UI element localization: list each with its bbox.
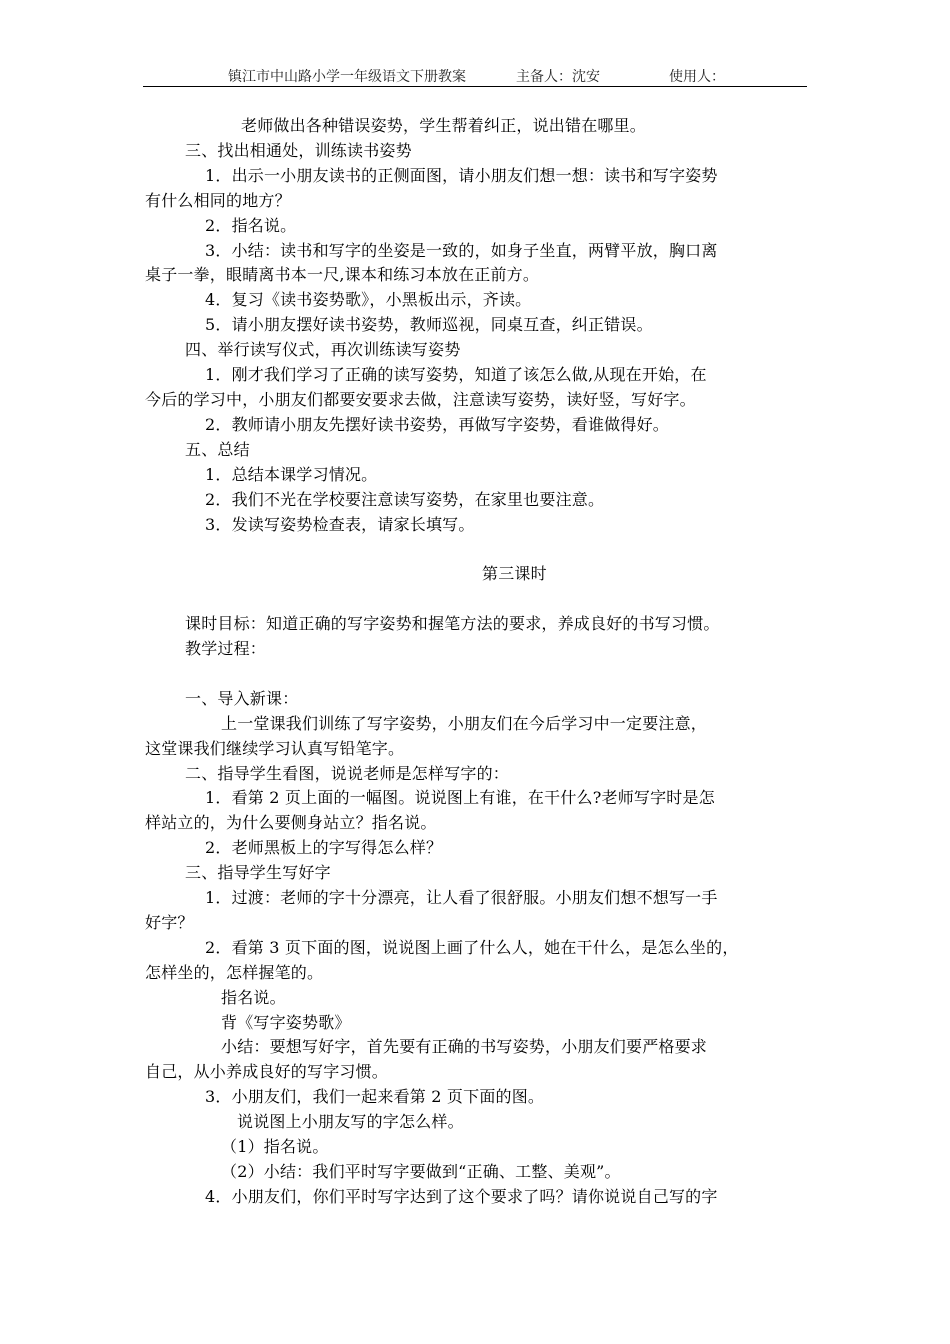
header-preparer: 主备人：沈安 — [516, 69, 600, 85]
header-user: 使用人： — [669, 69, 725, 85]
paragraph-line: 说说图上小朋友写的字怎么样。 — [237, 1112, 464, 1132]
section-heading: 二、指导学生看图，说说老师是怎样写字的： — [185, 763, 510, 783]
document-body — [145, 114, 809, 1210]
paragraph-line: 上一堂课我们训练了写字姿势，小朋友们在今后学习中一定要注意， — [221, 713, 708, 733]
section-heading: 三、指导学生写好字 — [185, 863, 331, 883]
paragraph-line: 课时目标：知道正确的写字姿势和握笔方法的要求，养成良好的书写习惯。 — [185, 614, 720, 634]
paragraph-line: （2）小结：我们平时写字要做到“正确、工整、美观”。 — [221, 1162, 621, 1182]
paragraph-line: 这堂课我们继续学习认真写铅笔字。 — [145, 738, 405, 758]
paragraph-line: 2．教师请小朋友先摆好读书姿势，再做写字姿势，看谁做得好。 — [205, 414, 669, 434]
paragraph-line: 4．复习《读书姿势歌》，小黑板出示，齐读。 — [205, 290, 532, 310]
header-school-title: 镇江市中山路小学一年级语文下册教案 — [228, 69, 466, 85]
paragraph-line: 好字？ — [145, 912, 194, 932]
header-rule — [143, 86, 807, 87]
paragraph-line: 指名说。 — [221, 987, 286, 1007]
paragraph-line: 3．小朋友们，我们一起来看第 2 页下面的图。 — [205, 1087, 545, 1107]
page-header — [143, 66, 807, 86]
section-heading: 五、总结 — [185, 439, 250, 459]
paragraph-line: 今后的学习中，小朋友们都要安要求去做，注意读写姿势，读好竖，写好字。 — [145, 389, 696, 409]
paragraph-line: （1）指名说。 — [221, 1137, 329, 1157]
paragraph-line: 2．看第 3 页下面的图，说说图上画了什么人，她在干什么，是怎么坐的， — [205, 937, 739, 957]
paragraph-line: 2．指名说。 — [205, 215, 297, 235]
paragraph-line: 1．过渡：老师的字十分漂亮，让人看了很舒服。小朋友们想不想写一手 — [205, 888, 718, 908]
paragraph-line: 教学过程： — [185, 639, 267, 658]
paragraph-line: 桌子一拳，眼睛离书本一尺,课本和练习本放在正前方。 — [145, 265, 540, 285]
paragraph-line: 1．看第 2 页上面的一幅图。说说图上有谁，在干什么?老师写字时是怎 — [205, 788, 715, 808]
paragraph-line: 老师做出各种错误姿势，学生帮着纠正，说出错在哪里。 — [241, 116, 647, 135]
section-heading: 三、找出相通处，训练读书姿势 — [185, 140, 412, 160]
paragraph-line: 3．小结：读书和写字的坐姿是一致的，如身子坐直，两臂平放，胸口离 — [205, 240, 718, 260]
paragraph-line: 5．请小朋友摆好读书姿势，教师巡视，同桌互查，纠正错误。 — [205, 315, 653, 335]
section-heading: 四、举行读写仪式，再次训练读写姿势 — [185, 340, 461, 360]
paragraph-line: 自己，从小养成良好的写字习惯。 — [145, 1062, 389, 1082]
paragraph-line: 1．出示一小朋友读书的正侧面图，请小朋友们想一想：读书和写字姿势 — [205, 165, 718, 185]
paragraph-line: 样站立的，为什么要侧身站立？指名说。 — [145, 813, 437, 833]
lesson-title: 第三课时 — [482, 564, 547, 584]
paragraph-line: 怎样坐的，怎样握笔的。 — [145, 962, 324, 982]
paragraph-line: 小结：要想写好字，首先要有正确的书写姿势，小朋友们要严格要求 — [221, 1037, 708, 1057]
paragraph-line: 2．我们不光在学校要注意读写姿势，在家里也要注意。 — [205, 489, 605, 509]
paragraph-line: 有什么相同的地方？ — [145, 190, 291, 210]
paragraph-line: 背《写字姿势歌》 — [221, 1012, 351, 1032]
paragraph-line: 4．小朋友们，你们平时写字达到了这个要求了吗？请你说说自己写的字 — [205, 1186, 718, 1206]
paragraph-line: 1．总结本课学习情况。 — [205, 464, 378, 484]
paragraph-line: 3．发读写姿势检查表，请家长填写。 — [205, 514, 475, 534]
paragraph-line: 1．刚才我们学习了正确的读写姿势，知道了该怎么做,从现在开始，在 — [205, 365, 707, 385]
paragraph-line: 2．老师黑板上的字写得怎么样？ — [205, 838, 443, 858]
section-heading: 一、导入新课： — [185, 688, 299, 708]
